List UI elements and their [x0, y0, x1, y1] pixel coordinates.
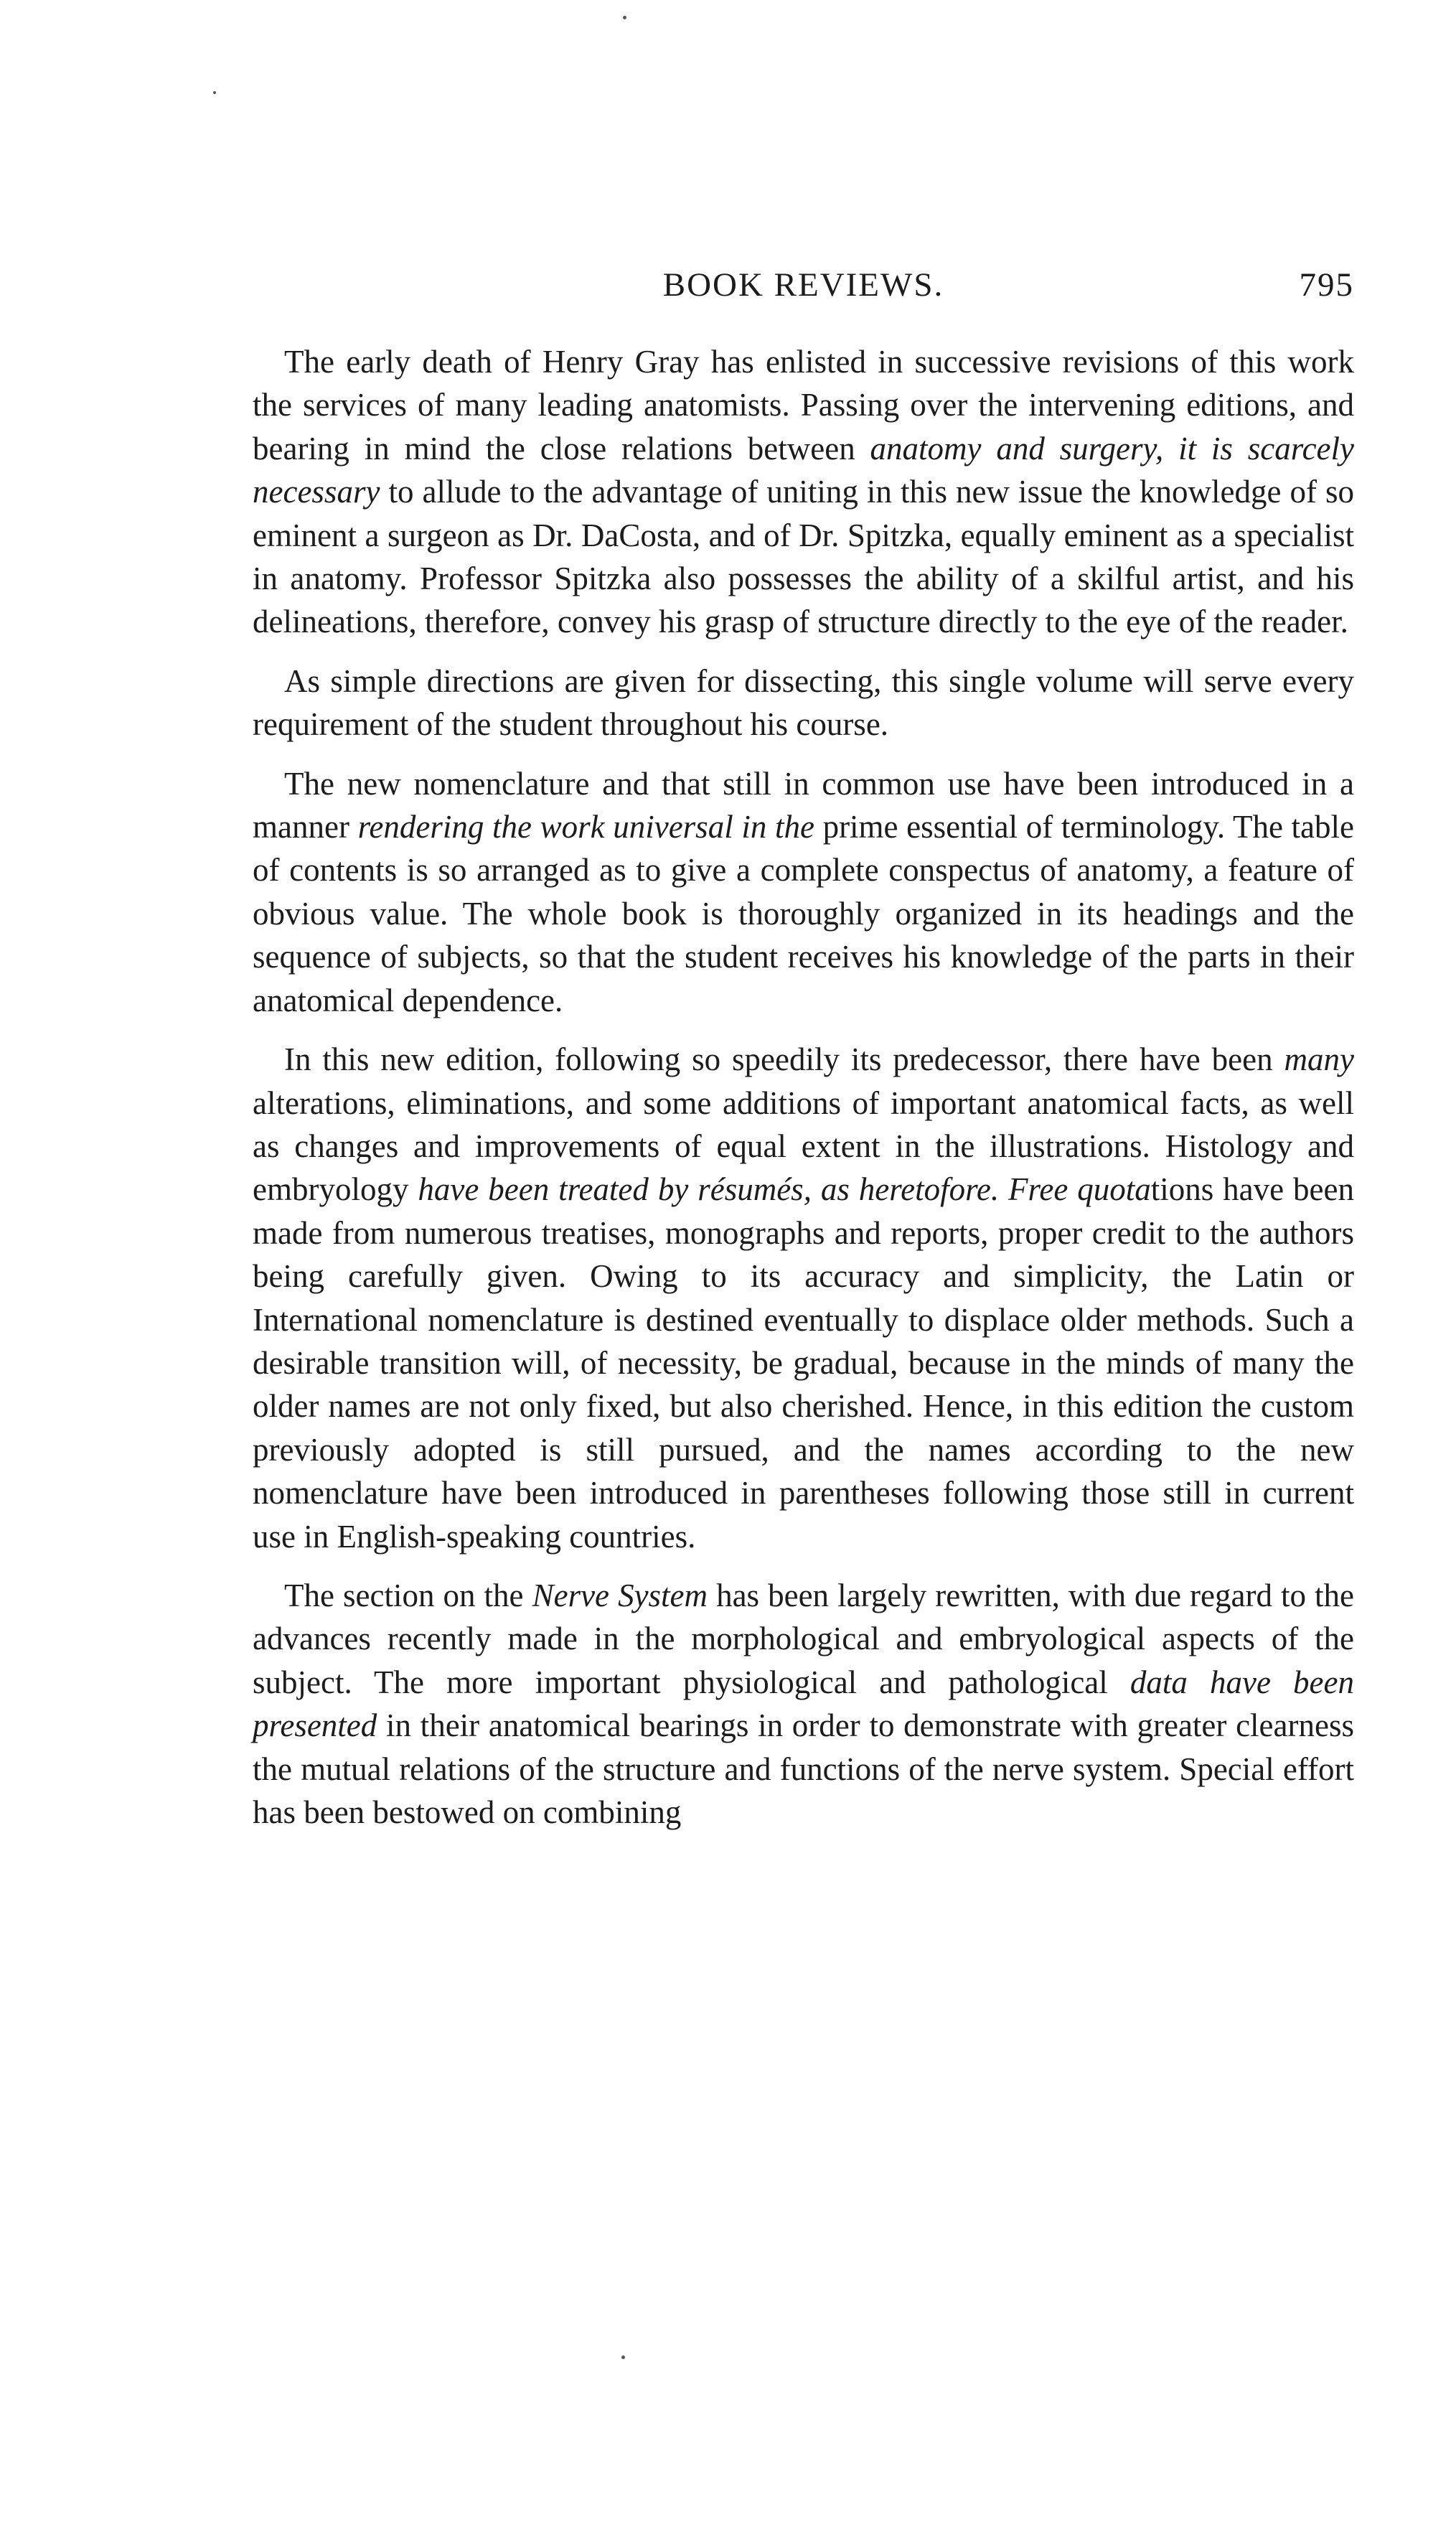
text-run: In this new edition, following so speedily its predecessor, there have been: [284, 1041, 1284, 1078]
italic-text-run: rendering the work universal in the: [357, 809, 814, 845]
page-number: 795: [1299, 266, 1354, 304]
text-run: to allude to the advantage of uniting in this new issue the knowledge of so eminent a surgeon as Dr. DaCosta, and of Dr. Spitzka, equally eminent as a specialist in anatomy. Professor Spitzka also possesses the ability of a skilful artist, and his delineations, therefore, convey his grasp of structure directly to the eye of the reader.: [253, 474, 1354, 640]
paragraph: [253, 1038, 1354, 1558]
italic-text-run: data have been presented: [253, 1664, 1354, 1744]
italic-text-run: many: [1284, 1041, 1354, 1078]
text-run: has been largely rewritten, with due regard to the advances recently made in the morphological and embryological aspects of the subject. The more important physiological and pathological: [253, 1577, 1355, 1700]
text-run: The section on the: [284, 1577, 532, 1613]
page-content: [253, 266, 1354, 1850]
text-run: tions have been made from numerous treatises, monographs and reports, proper credit to the authors being carefully given. Owing to its accuracy and simplicity, the Latin or International nomenclature is destined eventually to displace older methods. Such a desirable transition will, of necessity, be gradual, because in the minds of many the older names are not only fixed, but also cherished. Hence, in this edition the custom previously adopted is still pursued, and the names according to the new nomenclature have been introduced in parentheses following those still in current use in English-speaking countries.: [253, 1171, 1354, 1555]
paragraph: [253, 1574, 1354, 1834]
scan-speck: [621, 2356, 625, 2359]
paragraph: [253, 340, 1354, 644]
italic-text-run: have been treated by résumés, as heretofore. Free quota: [418, 1171, 1151, 1208]
text-run: in their anatomical bearings in order to demonstrate with greater clearness the mutual relations of the structure and functions of the nerve system. Special effort has been bestowed on combining: [253, 1707, 1354, 1830]
running-header: [253, 266, 1354, 316]
italic-text-run: Nerve System: [532, 1577, 708, 1613]
text-run: The early death of Henry Gray has enlisted in successive revisions of this work the services of many leading anatomists. Passing over the intervening editions, and bearing in mind the close relations between: [253, 344, 1354, 467]
text-run: As simple directions are given for dissecting, this single volume will serve every requirement of the student throughout his course.: [253, 662, 1354, 743]
paragraph: [253, 762, 1354, 1022]
text-run: prime essential of terminology. The table of contents is so arranged as to give a complete conspectus of anatomy, a feature of obvious value. The whole book is thoroughly organized in its headings and the sequence of subjects, so that the student receives his knowledge of the parts in their anatomical dependence.: [253, 809, 1354, 1018]
paragraph: [253, 660, 1354, 746]
scan-speck: [213, 91, 216, 94]
italic-text-run: anatomy and surgery, it is scarcely necessary: [253, 430, 1355, 510]
scan-speck: [623, 16, 626, 19]
text-run: alterations, eliminations, and some additions of important anatomical facts, as well as changes and improvements of equal extent in the illustrations. Histology and embryology: [253, 1084, 1354, 1208]
text-run: The new nomenclature and that still in common use have been introduced in a manner: [253, 765, 1354, 845]
running-title: BOOK REVIEWS.: [662, 266, 944, 304]
